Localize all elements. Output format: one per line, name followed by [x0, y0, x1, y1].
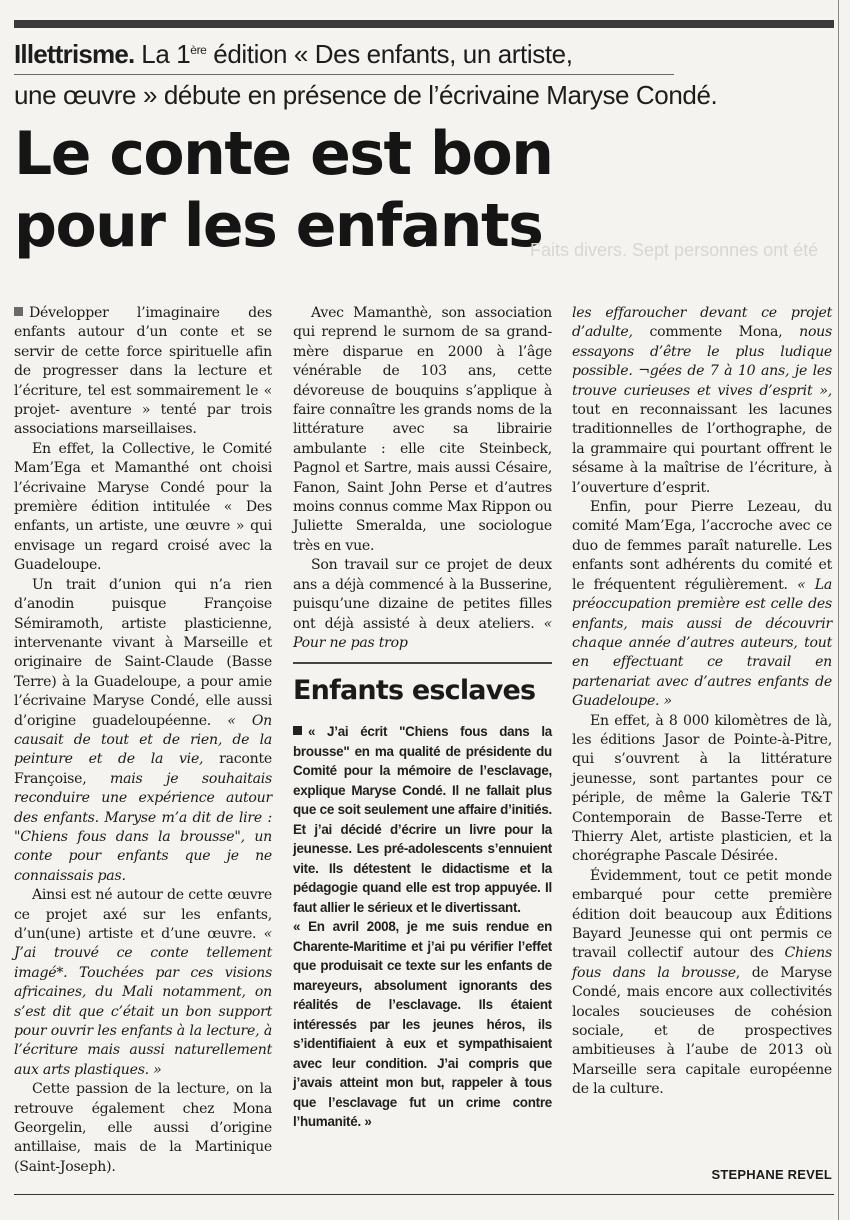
bleed-through-text: Faits divers. Sept personnes ont été	[530, 240, 819, 260]
kicker-label: Illettrisme.	[14, 39, 135, 69]
lead-square-icon	[293, 726, 302, 735]
bottom-rule	[14, 1194, 834, 1195]
paragraph	[572, 498, 832, 711]
paragraph	[572, 867, 832, 1100]
text: Ainsi est né autour de cette œuvre ce projet axé sur les enfants, d’un(une) artiste et d’une œuvre.	[14, 887, 272, 942]
kicker	[14, 34, 834, 115]
kicker-superscript: ère	[190, 43, 207, 57]
quote: « La préoccupation première est celle des enfants, mais aussi de découvrir chaque année d’autres auteurs, tout en effectuant ce travail en partenariat avec d’autres enfants de Guadeloupe. »	[572, 576, 832, 710]
paragraph	[14, 886, 272, 1080]
lead-square-icon	[14, 307, 23, 316]
text: Enfin, pour Pierre Lezeau, du comité Mam’Ega, l’accroche avec ce duo de femmes paraît naturelle. Les enfants sont adhérents du comité et le fréquentent régulièrement.	[572, 499, 832, 593]
quote: « J’ai trouvé ce conte tellement imagé*. Touchées par ces visions africaines, du Mali notamment, on s’est dit que c’était un bon support pour ouvrir les enfants à la lecture, à l’écriture mais aussi naturellement aux arts plastiques. »	[14, 926, 272, 1078]
text: raconte Françoise,	[14, 751, 272, 787]
paragraph: En effet, à 8 000 kilomètres de là, les éditions Jasor de Pointe-à-Pitre, qui s’ouvrent à la littérature jeunesse, sont partantes pour ce périple, de même la Galerie T&T Contemporain de Basse-Terre et Thierry Alet, artiste plasticien, et la chorégraphe Pascale Désirée.	[572, 712, 832, 865]
headline-line-1: Le conte est bon	[14, 119, 553, 189]
sidebar-title: Enfants esclaves	[293, 675, 536, 706]
text: tout en reconnaissant les lacunes traditionnelles de l’orthographe, de la grammaire qui pourtant offrent le sésame à la maîtrise de l’écriture, à l’ouverture d’esprit.	[572, 402, 832, 496]
quote: les effaroucher devant ce projet d’adulte,	[572, 305, 832, 341]
quote: « Pour ne pas trop	[293, 615, 552, 651]
text: Évidemment, tout ce petit monde embarqué pour cette première édition doit beaucoup aux Éditions Bayard Jeunesse qui ont permis ce travail collectif autour des	[572, 867, 832, 962]
paragraph	[14, 304, 272, 440]
kicker-line-1-post: édition « Des enfants, un artiste,	[206, 39, 573, 69]
text: Développer l’imaginaire des enfants autour d’un conte et se servir de cette force spirituelle afin de progresser dans la lecture et l’écriture, tel est sommairement le « projet- aventure » tenté par trois associations marseillaises.	[14, 305, 272, 438]
headline-line-2: pour les enfants	[14, 191, 543, 261]
top-rule	[14, 20, 834, 28]
book-title: Chiens fous dans la brousse	[572, 945, 832, 981]
quote: nous essayons d’être le plus ludique possible. ¬gées de 7 à 10 ans, je les trouve curieuses et vives d’esprit »,	[572, 324, 832, 399]
text: « J’ai écrit "Chiens fous dans la brousse" en ma qualité de présidente du Comité pour la mémoire de l’esclavage, explique Maryse Condé. Il ne fallait plus que ce soit seulement une affaire d’initiés. Et j’ai décidé d’écrire un livre pour la jeunesse. Les pré-adolescents s’ennuient vite. Ils détestent le didactisme et la pédagogie quand elle est trop appuyée. Il faut allier le sérieux et le divertissant.	[293, 724, 552, 915]
sidebar-body	[293, 722, 552, 1132]
sidebar-paragraph: « En avril 2008, je me suis rendue en Charente-Maritime et j’ai pu vérifier l’effet que produisait ce texte sur les enfants de mareyeurs, absolument ignorants des réalités de l’esclavage. Ils étaient intéressés par les jeunes héros, ils s’identifiaient à eux et sympathisaient avec leur condition. J’ai compris que j’avais atteint mon but, rappeler à tous que l’esclavage fut un crime contre l’humanité. »	[293, 919, 552, 1129]
paragraph: Avec Mamanthè, son association qui reprend le surnom de sa grand-mère disparue en 2000 à l’âge vénérable de 103 ans, cette dévoreuse de bouquins s’applique à faire connaître les grands noms de la littérature avec sa librairie ambulante : elle cite Steinbeck, Pagnol et Sartre, mais aussi Césaire, Fanon, Saint John Perse et d’autres moins connus comme Max Rippon ou Juliette Smeralda, une sociologue très en vue.	[293, 305, 552, 554]
author-credit: STEPHANE REVEL	[711, 1167, 832, 1182]
page-edge-rule	[838, 0, 839, 1220]
paragraph	[293, 556, 552, 653]
text: commente Mona,	[632, 324, 800, 341]
text: Un trait d’union qui n’a rien d’anodin puisque Françoise Sémiramoth, artiste plasticienne, intervenante vivant à Marseille et originaire de Saint-Claude (Basse Terre) à la Guadeloupe, a pour amie l’écrivaine Maryse Condé, elle aussi d’origine guadeloupéenne.	[14, 576, 272, 729]
paragraph	[572, 304, 832, 498]
sidebar-rule	[293, 662, 552, 664]
paragraph: En effet, la Collective, le Comité Mam’Ega et Mamanthé ont choisi l’écrivaine Maryse Condé pour la première édition intitulée « Des enfants, un artiste, une œuvre » qui envisage un regard croisé avec la Guadeloupe.	[14, 440, 272, 574]
quote: mais je souhaitais reconduire une expérience autour des enfants. Maryse m’a dit de lire : "Chiens fous dans la brousse", un conte pour enfants que je ne connaissais pas.	[14, 770, 272, 884]
article-column-1	[14, 304, 272, 1177]
text: , de Maryse Condé, mais encore aux collectivités locales soucieuses de cohésion sociale, et de prospectives ambitieuses à l’aube de 2013 où Marseille sera capitale européenne de la culture.	[572, 964, 832, 1098]
paragraph	[14, 576, 272, 887]
sidebar-paragraph	[293, 722, 552, 917]
article-column-2	[293, 304, 552, 653]
kicker-line-1-pre: La 1	[141, 39, 191, 69]
paragraph: Cette passion de la lecture, on la retrouve également chez Mona Georgelin, elle aussi d’origine antillaise, mais de la Martinique (Saint-Joseph).	[14, 1081, 272, 1175]
article-column-3	[572, 304, 832, 1100]
kicker-line-1	[14, 34, 674, 75]
quote: « On causait de tout et de rien, de la peinture et de la vie,	[14, 712, 272, 768]
text: Son travail sur ce projet de deux ans a déjà commencé à la Busserine, puisqu’une dizaine de petites filles ont déjà assisté à deux ateliers.	[293, 557, 552, 632]
kicker-line-2: une œuvre » débute en présence de l’écrivaine Maryse Condé.	[14, 80, 718, 110]
